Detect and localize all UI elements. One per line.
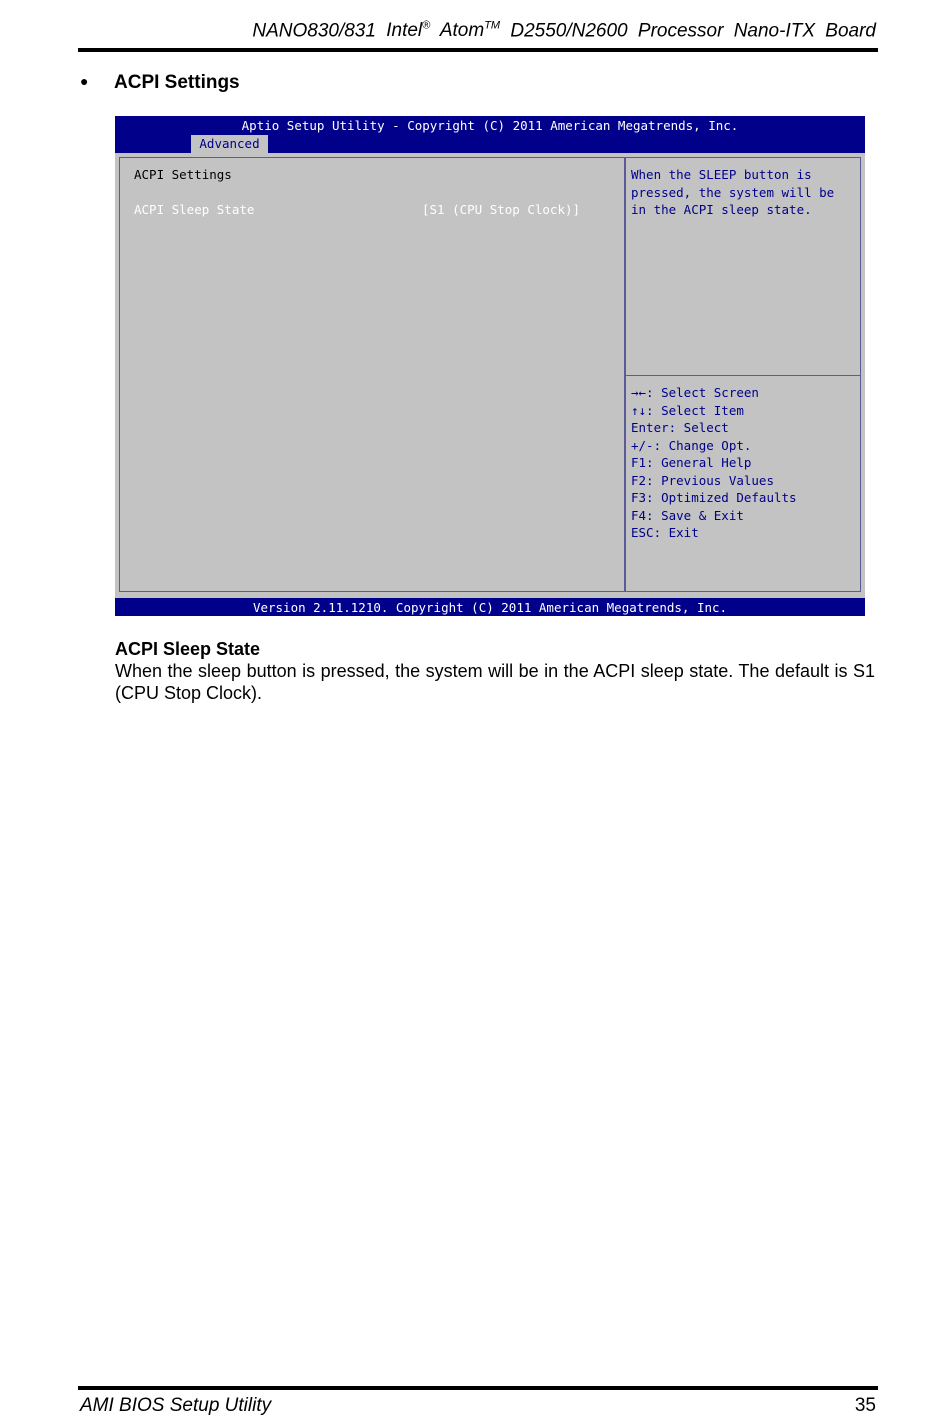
key-optimized-defaults: F3: Optimized Defaults (631, 490, 797, 505)
section-title: ACPI Settings (114, 72, 240, 93)
model-name: NANO830/831 (252, 20, 376, 42)
intel-brand: Intel® (386, 20, 431, 42)
board-description: D2550/N2600 Processor Nano-ITX Board (510, 20, 876, 42)
description-heading: ACPI Sleep State (115, 639, 261, 659)
key-previous-values: F2: Previous Values (631, 472, 774, 488)
key-enter-select: Enter: Select (631, 420, 729, 435)
registered-mark: ® (422, 20, 431, 32)
bios-screenshot (115, 116, 865, 616)
key-general-help: F1: General Help (631, 455, 752, 470)
acpi-sleep-state-value[interactable]: [S1 (CPU Stop Clock)] (422, 202, 581, 217)
tab-advanced[interactable]: Advanced (191, 135, 268, 153)
utility-title: Aptio Setup Utility - Copyright (C) 2011 American Megatrends, Inc. (241, 118, 739, 133)
page-header (78, 18, 878, 52)
bios-version-bar: Version 2.11.1210. Copyright (C) 2011 American Megatrends, Inc. (115, 598, 865, 616)
section-heading (80, 72, 240, 94)
key-save-exit: F4: Save & Exit (631, 507, 744, 523)
atom-brand: Atom™ (439, 20, 501, 42)
page-number: 35 (854, 1395, 876, 1416)
settings-panel (119, 157, 625, 592)
help-panel (625, 157, 861, 592)
help-text: When the SLEEP button is pressed, the system will be in the ACPI sleep state. (631, 167, 835, 217)
acpi-sleep-state-option[interactable]: ACPI Sleep State (134, 202, 255, 217)
key-legend (631, 384, 797, 542)
bullet-icon: ● (80, 73, 89, 89)
key-exit: ESC: Exit (631, 525, 699, 540)
trademark-mark: TM (484, 20, 501, 32)
description-text: When the sleep button is pressed, the system will be in the ACPI sleep state. The default is S1 (CPU Stop Clock). (115, 661, 875, 703)
bios-title-bar (115, 116, 865, 153)
key-change-option: +/-: Change Opt. (631, 437, 752, 453)
page-footer (78, 1386, 878, 1420)
key-select-item: ↑↓: Select Item (631, 402, 744, 418)
key-select-screen: →←: Select Screen (631, 385, 759, 400)
menu-title: ACPI Settings (134, 167, 232, 182)
document-title (252, 20, 876, 42)
help-divider (626, 375, 860, 376)
footer-chapter: AMI BIOS Setup Utility (80, 1395, 272, 1416)
